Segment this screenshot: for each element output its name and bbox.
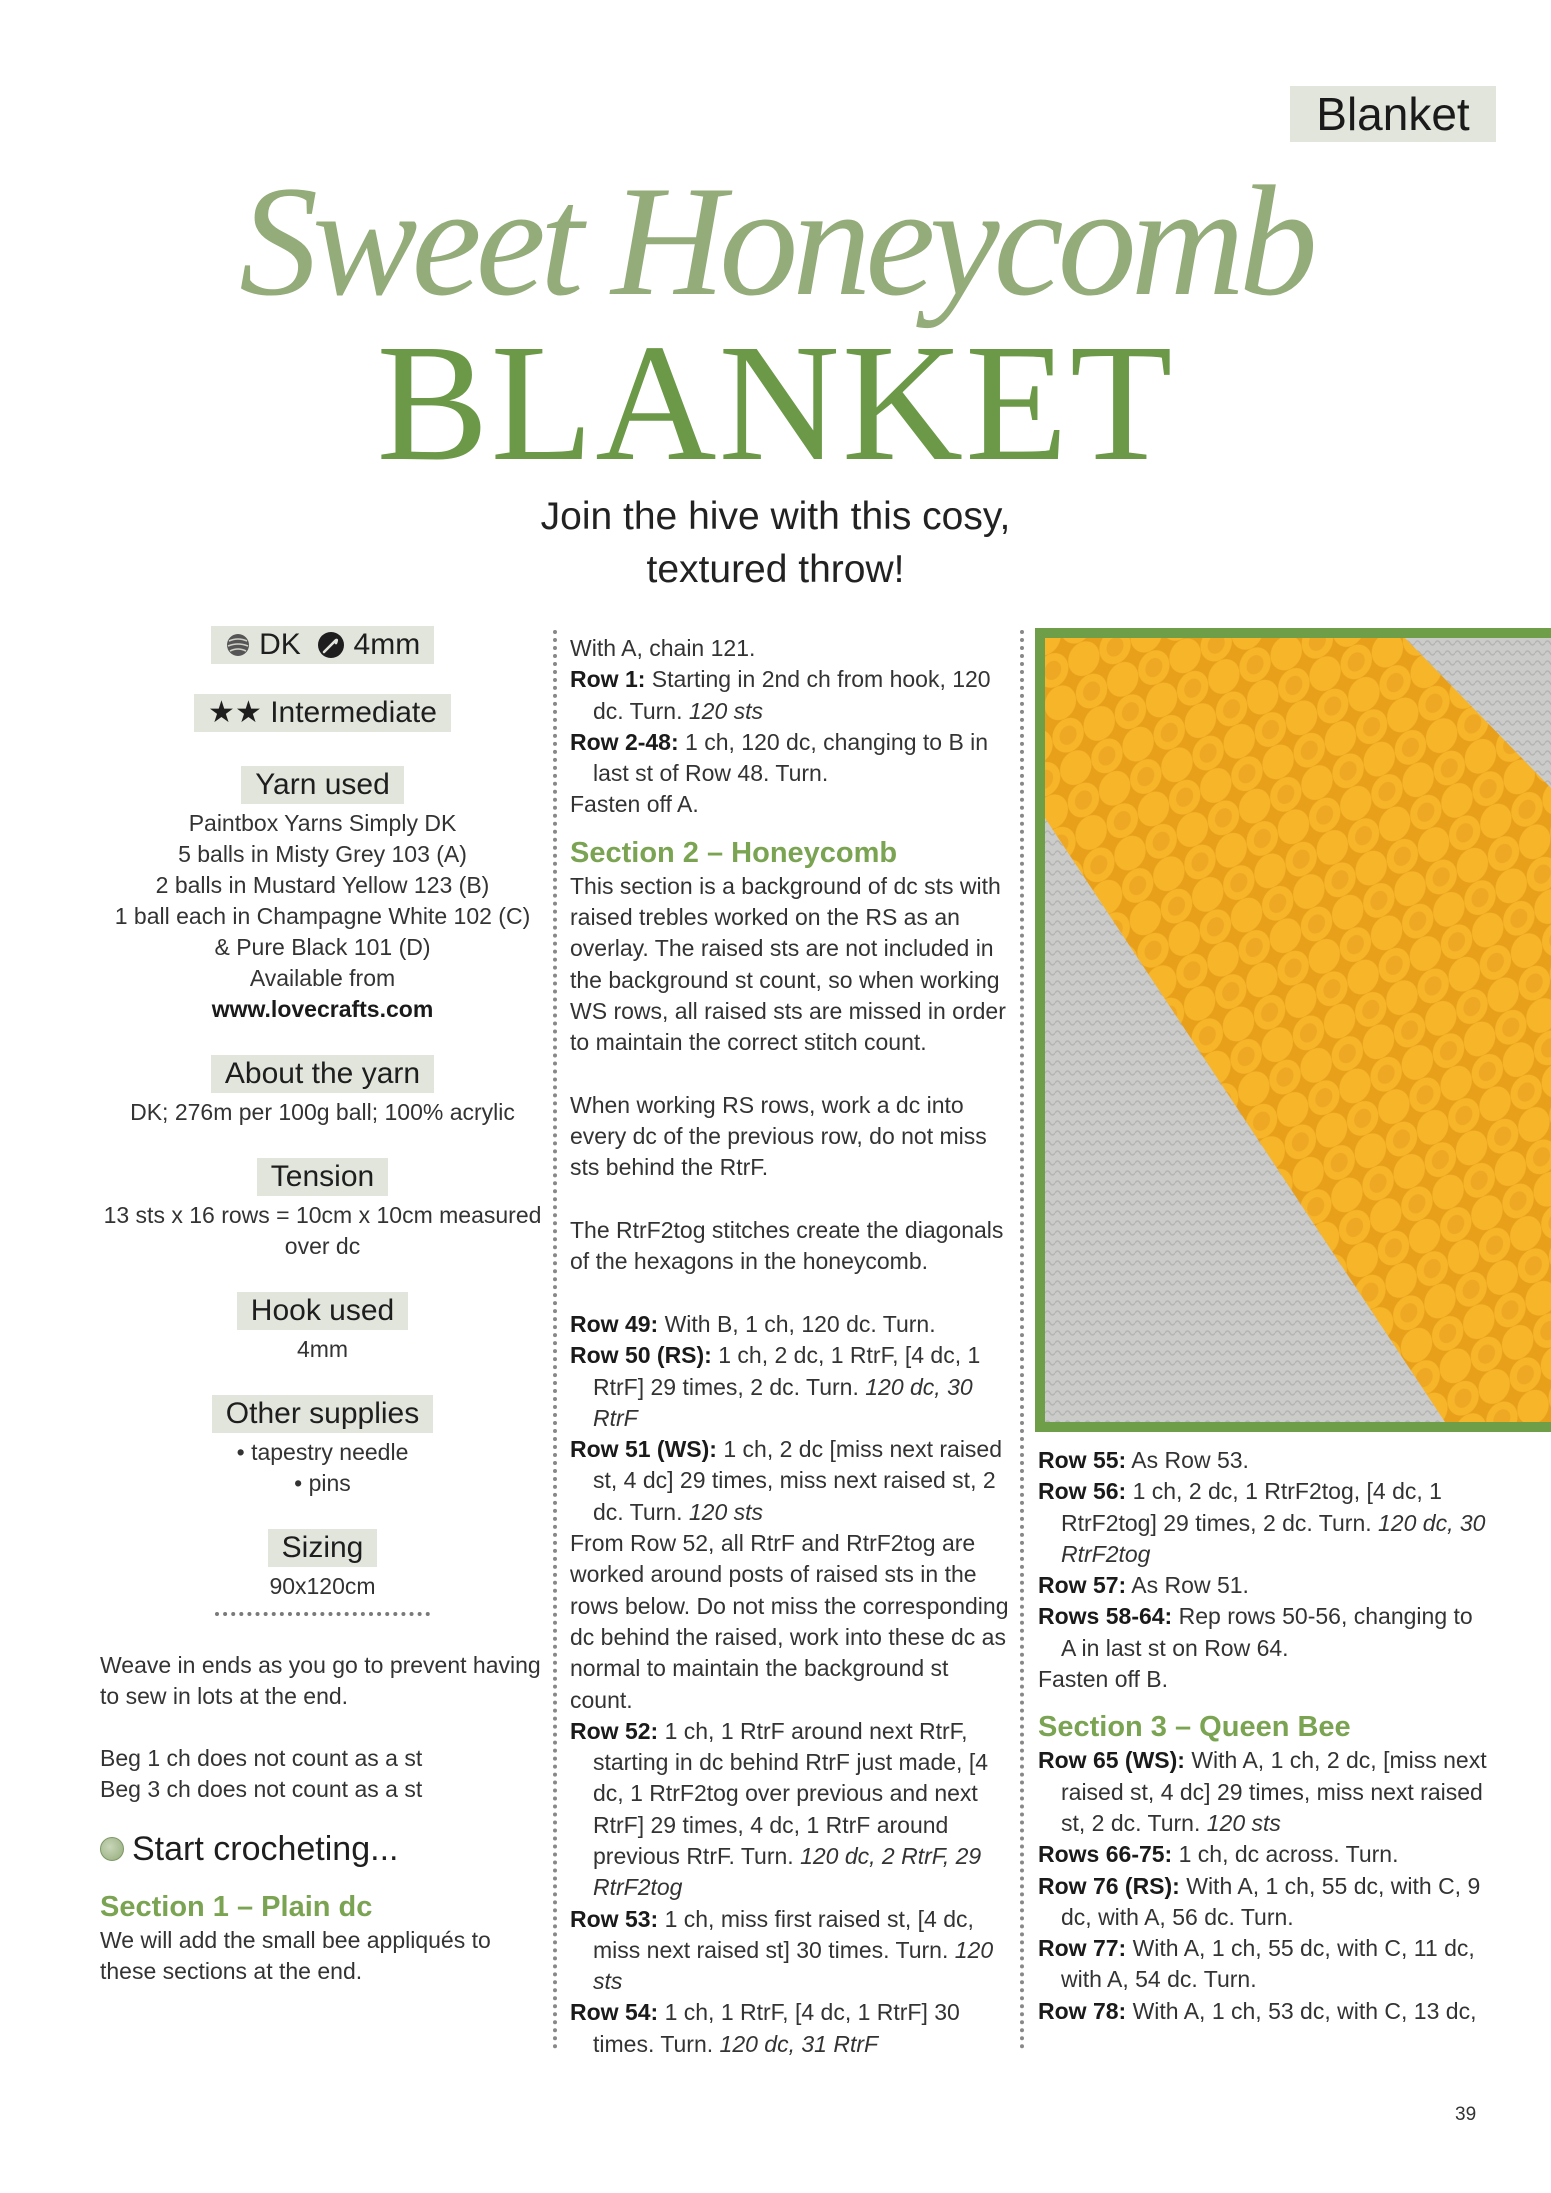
section-3-heading: Section 3 – Queen Bee bbox=[1038, 1711, 1351, 1744]
row-57: Row 57: As Row 51. bbox=[1038, 1572, 1249, 1599]
tension-line: over dc bbox=[284, 1233, 361, 1259]
note-line: to sew in lots at the end. bbox=[100, 1683, 349, 1709]
level-chip bbox=[194, 694, 451, 732]
hook-used-heading: Hook used bbox=[237, 1292, 408, 1330]
subtitle bbox=[0, 490, 1551, 596]
yarn-used-section bbox=[100, 766, 545, 1025]
spec-weight-hook bbox=[100, 626, 545, 668]
note-line: Beg 3 ch does not count as a st bbox=[100, 1776, 423, 1802]
start-crocheting-heading bbox=[100, 1827, 545, 1871]
honeycomb-illustration bbox=[1045, 638, 1551, 1422]
tension-line: 13 sts x 16 rows = 10cm x 10cm measured bbox=[103, 1202, 542, 1228]
row-78: Row 78: With A, 1 ch, 53 dc, with C, 13 dc, bbox=[1038, 1997, 1477, 2024]
row-52: Row 52: 1 ch, 1 RtrF around next RtrF, starting in dc behind RtrF just made, [4 dc, 1 RtrF2tog over previous and next RtrF] 29 times, 4 dc, 1 RtrF around previous RtrF. Turn. 120 dc, 2 RtrF, 29 RtrF2tog bbox=[570, 1717, 989, 1901]
other-supplies-section bbox=[100, 1395, 545, 1499]
about-yarn-heading: About the yarn bbox=[211, 1055, 434, 1093]
hook-icon bbox=[317, 631, 345, 659]
row-54: Row 54: 1 ch, 1 RtrF, [4 dc, 1 RtrF] 30 times. Turn. 120 dc, 31 RtrF bbox=[570, 1999, 960, 2057]
dotted-divider bbox=[215, 1612, 430, 1616]
chain-instruction: With A, chain 121. bbox=[570, 635, 756, 661]
yarn-line: Available from bbox=[249, 965, 396, 991]
middle-column bbox=[570, 633, 1010, 2060]
row-55: Row 55: As Row 53. bbox=[1038, 1447, 1249, 1473]
blanket-photo bbox=[1035, 628, 1551, 1432]
section-1 bbox=[100, 1889, 545, 1987]
yarn-line: 5 balls in Misty Grey 103 (A) bbox=[178, 841, 467, 867]
level-label: Intermediate bbox=[270, 696, 437, 729]
fasten-off-b: Fasten off B. bbox=[1038, 1666, 1168, 1693]
row-50: Row 50 (RS): 1 ch, 2 dc, 1 RtrF, [4 dc, 1 RtrF] 29 times, 2 dc. Turn. 120 dc, 30 RtrF bbox=[570, 1342, 981, 1431]
row-65: Row 65 (WS): With A, 1 ch, 2 dc, [miss next raised st, 4 dc] 29 times, miss next raised st, 2 dc. Turn. 120 sts bbox=[1038, 1747, 1487, 1836]
section-1-line: these sections at the end. bbox=[100, 1958, 363, 1984]
row-53: Row 53: 1 ch, miss first raised st, [4 dc, miss next raised st] 30 times. Turn. 120 sts bbox=[570, 1905, 994, 1995]
start-label: Start crocheting... bbox=[132, 1830, 399, 1868]
yarn-line: Paintbox Yarns Simply DK bbox=[188, 810, 457, 836]
star-rating: ★★ bbox=[208, 696, 262, 729]
honeycomb-para-3: The RtrF2tog stitches create the diagonals of the hexagons in the honeycomb. bbox=[570, 1217, 1004, 1275]
subtitle-line-2: textured throw! bbox=[646, 548, 905, 591]
honeycomb-stitch-image bbox=[1045, 638, 1551, 1422]
note-line: Beg 1 ch does not count as a st bbox=[100, 1745, 423, 1771]
section-1-line: We will add the small bee appliqués to bbox=[100, 1927, 491, 1953]
yarn-used-heading: Yarn used bbox=[241, 766, 404, 804]
column-divider-left bbox=[553, 630, 557, 2050]
about-yarn-section bbox=[100, 1055, 545, 1128]
row-51: Row 51 (WS): 1 ch, 2 dc [miss next raised st, 4 dc] 29 times, miss next raised st, 2 dc. Turn. 120 sts bbox=[570, 1436, 1003, 1525]
yarn-line: 1 ball each in Champagne White 102 (C) bbox=[114, 903, 531, 929]
right-column bbox=[1038, 1445, 1488, 2027]
column-divider-right bbox=[1020, 630, 1024, 2050]
note-line: Weave in ends as you go to prevent having bbox=[100, 1652, 541, 1678]
row-56: Row 56: 1 ch, 2 dc, 1 RtrF2tog, [4 dc, 1 RtrF2tog] 29 times, 2 dc. Turn. 120 dc, 30 RtrF2tog bbox=[1038, 1478, 1486, 1567]
yarn-line: & Pure Black 101 (D) bbox=[214, 934, 431, 960]
tension-section bbox=[100, 1158, 545, 1262]
weight-hook-chip bbox=[211, 626, 434, 664]
supply-item: • pins bbox=[294, 1470, 351, 1496]
section-2-heading: Section 2 – Honeycomb bbox=[570, 836, 898, 869]
row-1: Row 1: Starting in 2nd ch from hook, 120 dc. Turn. 120 sts bbox=[570, 666, 991, 724]
spec-level bbox=[100, 694, 545, 736]
notes bbox=[100, 1650, 545, 1805]
section-tag: Blanket bbox=[1290, 86, 1496, 142]
weight-label: DK bbox=[259, 628, 301, 661]
rows-66-75: Rows 66-75: 1 ch, dc across. Turn. bbox=[1038, 1841, 1399, 1868]
hook-used-text: 4mm bbox=[296, 1336, 349, 1362]
title-main: BLANKET bbox=[376, 310, 1175, 496]
hook-size-label: 4mm bbox=[353, 628, 421, 661]
title-script: Sweet Honeycomb bbox=[239, 154, 1312, 329]
left-column bbox=[100, 626, 545, 1987]
page-number: 39 bbox=[1455, 2104, 1477, 2125]
honeycomb-para-1: This section is a background of dc sts with raised trebles worked on the RS as an overlay. The raised sts are not included in the background st count, so when working WS rows, all raised sts are missed in order to maintain the correct stitch count. bbox=[570, 872, 1006, 1056]
hook-used-section bbox=[100, 1292, 545, 1365]
yarn-ball-icon bbox=[225, 632, 251, 658]
website-link[interactable]: www.lovecrafts.com bbox=[211, 996, 434, 1022]
row-76: Row 76 (RS): With A, 1 ch, 55 dc, with C, 9 dc, with A, 56 dc. Turn. bbox=[1038, 1872, 1481, 1930]
subtitle-line-1: Join the hive with this cosy, bbox=[540, 495, 1011, 538]
rows-58-64: Rows 58-64: Rep rows 50-56, changing to A in last st on Row 64. bbox=[1038, 1603, 1473, 1661]
yarn-line: 2 balls in Mustard Yellow 123 (B) bbox=[155, 872, 490, 898]
yarn-ball-icon bbox=[100, 1837, 124, 1861]
tension-heading: Tension bbox=[257, 1158, 388, 1196]
supply-item: • tapestry needle bbox=[236, 1439, 409, 1465]
sizing-heading: Sizing bbox=[268, 1529, 378, 1567]
other-supplies-heading: Other supplies bbox=[212, 1395, 433, 1433]
sizing-text: 90x120cm bbox=[269, 1573, 376, 1599]
sizing-section bbox=[100, 1529, 545, 1602]
section-1-heading: Section 1 – Plain dc bbox=[100, 1891, 373, 1923]
row-2-48: Row 2-48: 1 ch, 120 dc, changing to B in last st of Row 48. Turn. bbox=[570, 728, 989, 787]
row-49: Row 49: With B, 1 ch, 120 dc. Turn. bbox=[570, 1310, 936, 1337]
row-77: Row 77: With A, 1 ch, 55 dc, with C, 11 dc, with A, 54 dc. Turn. bbox=[1038, 1935, 1475, 1993]
fasten-off-a: Fasten off A. bbox=[570, 791, 699, 818]
honeycomb-para-2: When working RS rows, work a dc into every dc of the previous row, do not miss sts behind the RtrF. bbox=[570, 1091, 987, 1181]
raised-stitch-note: From Row 52, all RtrF and RtrF2tog are worked around posts of raised sts in the rows below. Do not miss the corresponding dc behind the raised, work into these dc as normal to maintain the background st count. bbox=[570, 1530, 1009, 1713]
about-yarn-text: DK; 276m per 100g ball; 100% acrylic bbox=[130, 1099, 515, 1125]
